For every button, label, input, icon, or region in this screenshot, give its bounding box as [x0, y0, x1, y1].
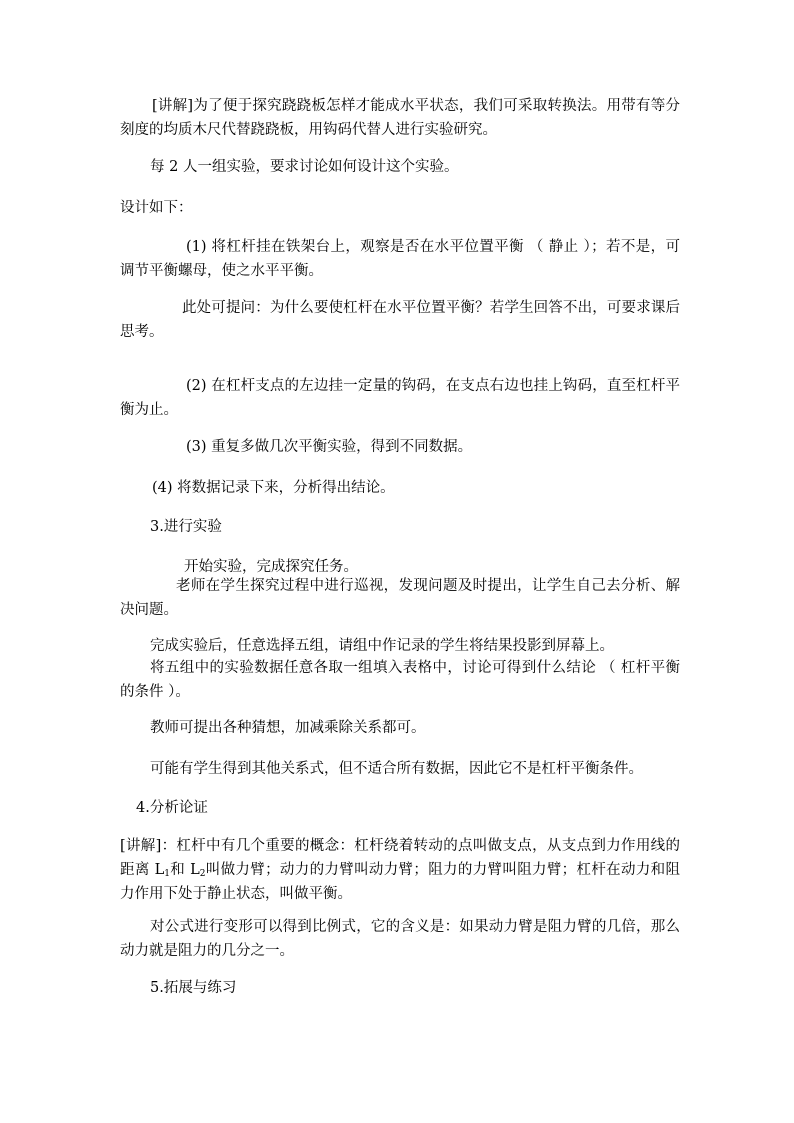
subscript-2: 2: [199, 869, 206, 879]
section-heading-analysis: 4.分析论证: [136, 800, 208, 816]
concepts-text-part-3: 叫做力臂；动力的力臂叫动力臂；阻力的力臂叫阻力臂；杠杆在动力和阻力作用下处于静止状态，叫做平衡。: [120, 862, 680, 902]
concepts-text-part-1: [讲解]：杠杆中有几个重要的概念：杠杆绕着转动的点叫做支点，从支点到力作用线的距离 L: [120, 838, 680, 878]
paragraph-step-3: (3) 重复多做几次平衡实验，得到不同数据。: [186, 439, 473, 455]
paragraph-design-heading: 设计如下：: [120, 200, 193, 216]
paragraph-guesses: 教师可提出各种猜想，加减乘除关系都可。: [150, 720, 426, 736]
paragraph-formula-ratio: 对公式进行变形可以得到比例式，它的含义是：如果动力臂是阻力臂的几倍，那么动力就是阻力的几分之一。: [120, 919, 680, 959]
paragraph-question: 此处可提问：为什么要使杠杆在水平位置平衡？若学生回答不出，可要求课后思考。: [120, 300, 680, 340]
section-heading-experiment: 3.进行实验: [150, 519, 222, 535]
paragraph-lever-concepts: [120, 834, 680, 906]
paragraph-start-experiment: 开始实验，完成探究任务。: [184, 559, 358, 575]
paragraph-step-4: (4) 将数据记录下来，分析得出结论。: [152, 480, 395, 496]
paragraph-teacher-patrol: 老师在学生探究过程中进行巡视，发现问题及时提出，让学生自己去分析、解决问题。: [120, 578, 680, 618]
paragraph-other-relations: 可能有学生得到其他关系式，但不适合所有数据，因此它不是杠杆平衡条件。: [150, 761, 643, 777]
paragraph-step-1: (1) 将杠杆挂在铁架台上，观察是否在水平位置平衡 （ 静止 ）；若不是，可调节平衡螺母，使之水平平衡。: [120, 239, 680, 279]
paragraph-explanation-1: [讲解]为了便于探究跷跷板怎样才能成水平状态，我们可采取转换法。用带有等分刻度的均质木尺代替跷跷板，用钩码代替人进行实验研究。: [120, 98, 680, 138]
subscript-1: 1: [164, 869, 170, 879]
section-heading-practice: 5.拓展与练习: [150, 980, 237, 996]
paragraph-fill-table: 将五组中的实验数据任意各取一组填入表格中，讨论可得到什么结论 （ 杠杆平衡的条件 ）。: [120, 660, 680, 700]
paragraph-after-experiment: 完成实验后，任意选择五组，请组中作记录的学生将结果投影到屏幕上。: [150, 638, 614, 654]
paragraph-step-2: (2) 在杠杆支点的左边挂一定量的钩码，在支点右边也挂上钩码，直至杠杆平衡为止。: [120, 378, 680, 418]
paragraph-group-experiment: 每 2 人一组实验，要求讨论如何设计这个实验。: [150, 159, 459, 175]
concepts-text-part-2: 和 L: [169, 862, 200, 878]
